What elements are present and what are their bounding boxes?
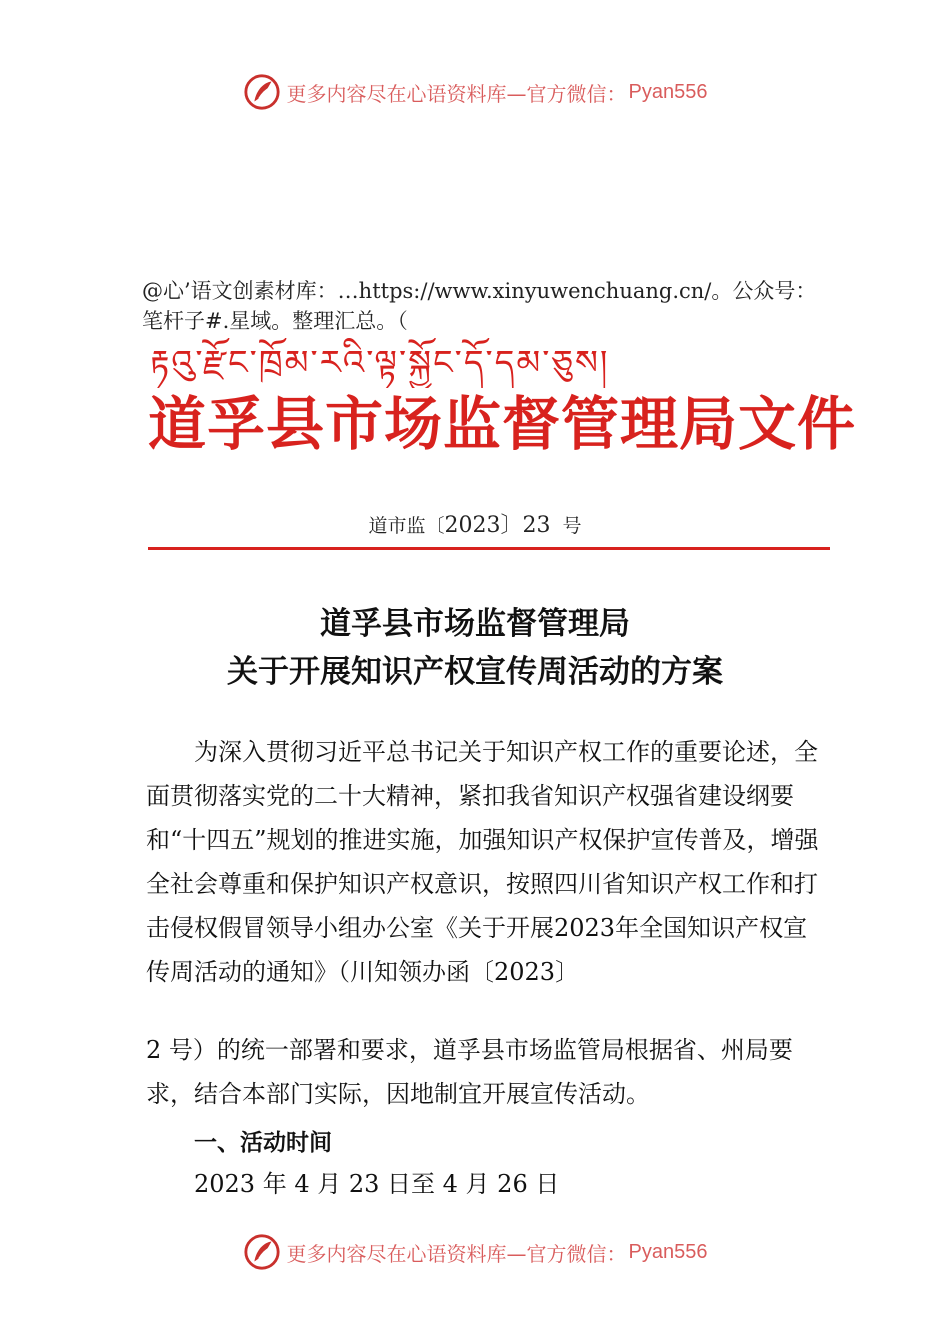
flame-leaf-logo-icon (243, 1233, 281, 1271)
watermark-text: 更多内容尽在心语资料库—官方微信： (286, 81, 627, 106)
bottom-watermark-banner (0, 1230, 950, 1274)
body-paragraph-2: 2 号）的统一部署和要求，道孚县市场监管局根据省、州局要求，结合本部门实际，因地制宜开展宣传活动。 (146, 1036, 793, 1108)
activity-date-range: 2023 年 4 月 23 日至 4 月 26 日 (194, 1170, 560, 1198)
section-heading-activity-time: 一、活动时间 (194, 1130, 332, 1156)
doc-number-suffix: 号 (562, 515, 582, 537)
top-watermark-banner (0, 70, 950, 114)
agency-document-title: 道孚县市场监督管理局文件 (148, 390, 857, 458)
doc-number-serial: 〕23 (500, 513, 551, 538)
wechat-id: Pyan556 (628, 80, 708, 103)
flame-leaf-logo-icon (243, 73, 281, 111)
doc-number-year: 2023 (444, 513, 501, 538)
credit-line: @心’语文创素材库：…https://www.xinyuwenchuang.cn/。公众号：笔杆子#.星域。整理汇总。（ (142, 279, 817, 333)
tibetan-agency-line: རྟའུ་རྫོང་ཁྲོམ་རའི་ལྟ་སྐྱོང་དོ་དམ་ཅུས། (150, 343, 610, 383)
wechat-id: Pyan556 (628, 1240, 708, 1263)
watermark-text: 更多内容尽在心语资料库—官方微信： (286, 1241, 627, 1266)
document-number (0, 508, 950, 539)
document-title-line1: 道孚县市场监督管理局 (320, 606, 630, 642)
doc-number-prefix: 道市监〔 (368, 515, 445, 537)
body-paragraph-1: 为深入贯彻习近平总书记关于知识产权工作的重要论述，全面贯彻落实党的二十大精神，紧扣我省知识产权强省建设纲要和“十四五”规划的推进实施，加强知识产权保护宣传普及，增强全社会尊重和保护知识产权意识，按照四川省知识产权工作和打击侵权假冒领导小组办公室《关于开展2023年全国知识产权宣传周活动的通知》（川知领办函〔2023〕 (146, 738, 819, 986)
document-title-line2: 关于开展知识产权宣传周活动的方案 (227, 654, 723, 690)
red-divider-rule (148, 547, 830, 550)
